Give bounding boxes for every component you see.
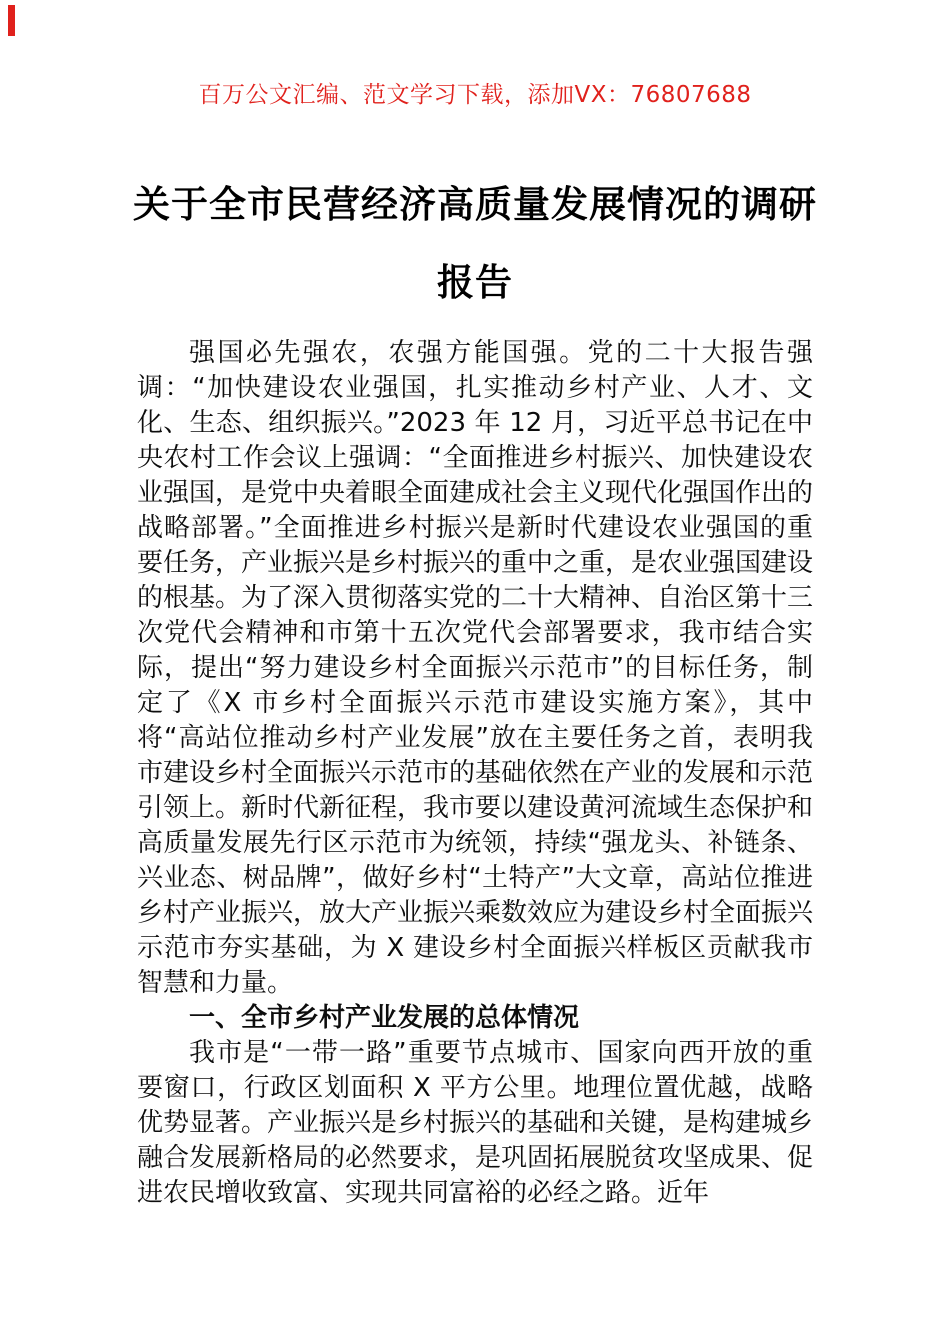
document-body [137, 336, 813, 1211]
red-corner-mark [8, 5, 15, 36]
section-heading-1: 一、全市乡村产业发展的总体情况 [189, 1003, 580, 1033]
watermark-banner: 百万公文汇编、范文学习下载，添加VX：76807688 [198, 82, 752, 108]
paragraph-overview: 我市是“一带一路”重要节点城市、国家向西开放的重要窗口，行政区划面积 X 平方公里。地理位置优越，战略优势显著。产业振兴是乡村振兴的基础和关键，是构建城乡融合发展新格局的必然要求，是巩固拓展脱贫攻坚成果、促进农民增收致富、实现共同富裕的必经之路。近年 [137, 1038, 814, 1208]
paragraph-intro: 强国必先强农，农强方能国强。党的二十大报告强调：“加快建设农业强国，扎实推动乡村产业、人才、文化、生态、组织振兴。”2023 年 12 月，习近平总书记在中央农村工作会议上强调：“全面推进乡村振兴、加快建设农业强国，是党中央着眼全面建成社会主义现代化强国作出的战略部署。”全面推进乡村振兴是新时代建设农业强国的重要任务，产业振兴是乡村振兴的重中之重，是农业强国建设的根基。为了深入贯彻落实党的二十大精神、自治区第十三次党代会精神和市第十五次党代会部署要求，我市结合实际，提出“努力建设乡村全面振兴示范市”的目标任务，制定了《X 市乡村全面振兴示范市建设实施方案》，其中将“高站位推动乡村产业发展”放在主要任务之首，表明我市建设乡村全面振兴示范市的基础依然在产业的发展和示范引领上。新时代新征程，我市要以建设黄河流域生态保护和高质量发展先行区示范市为统领，持续“强龙头、补链条、兴业态、树品牌”，做好乡村“土特产”大文章，高站位推进乡村产业振兴，放大产业振兴乘数效应为建设乡村全面振兴示范市夯实基础，为 X 建设乡村全面振兴样板区贡献我市智慧和力量。 [137, 338, 814, 998]
title-line-1: 关于全市民营经济高质量发展情况的调研 [133, 183, 817, 226]
document-title [115, 166, 835, 322]
title-line-2: 报告 [437, 261, 513, 304]
